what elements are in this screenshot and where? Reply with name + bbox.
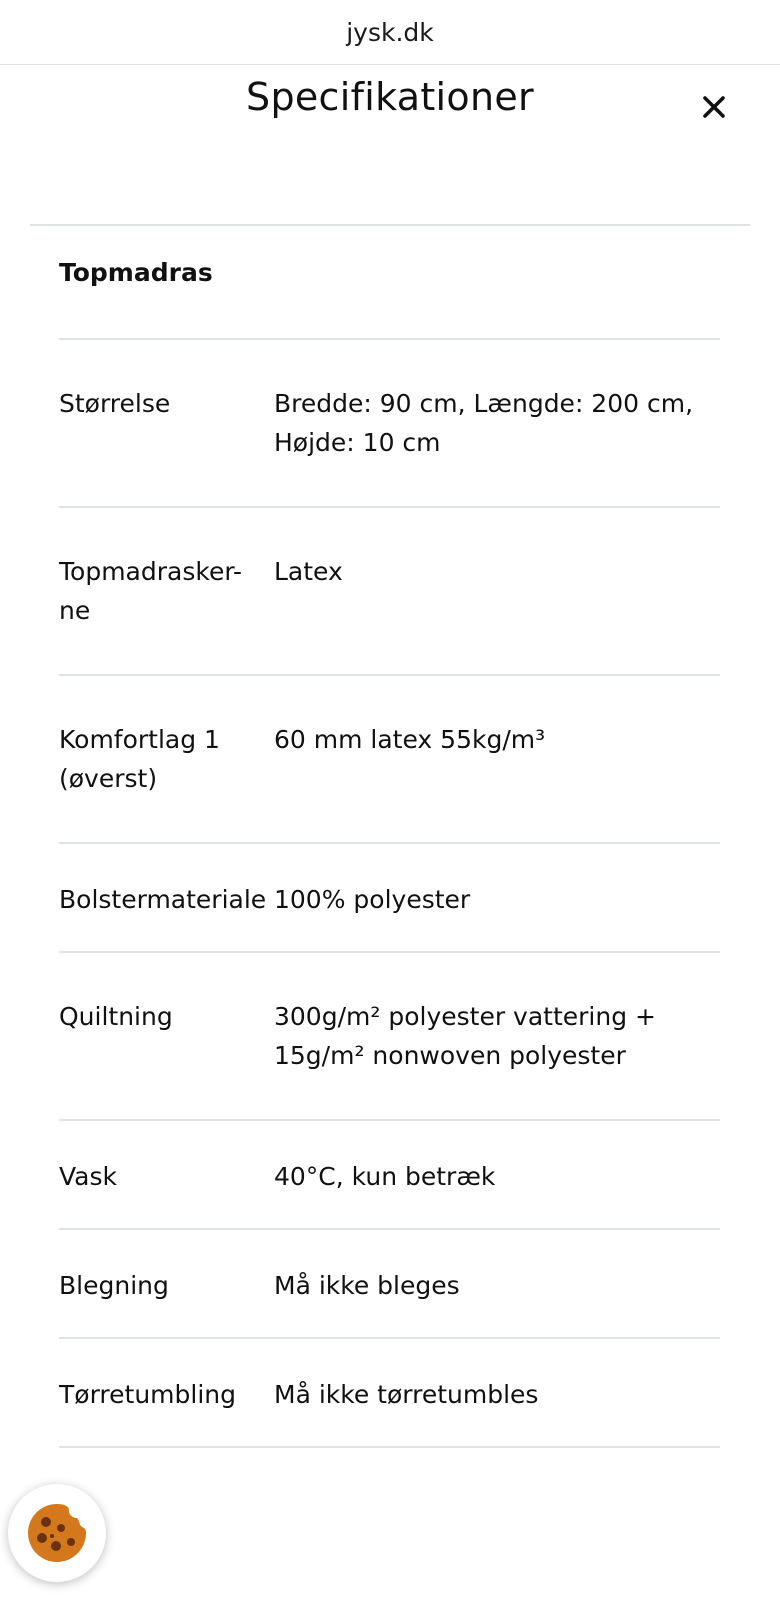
spec-value: 100% polyester bbox=[274, 885, 471, 914]
cookie-icon bbox=[24, 1500, 90, 1566]
spec-row-padding-material bbox=[59, 842, 720, 951]
spec-row-core bbox=[59, 506, 720, 674]
spec-value: Bredde: 90 cm, Længde: 200 cm, Højde: 10 cm bbox=[274, 389, 694, 457]
spec-value: Må ikke bleges bbox=[274, 1271, 460, 1300]
spec-value: 60 mm latex 55kg/m³ bbox=[274, 725, 546, 754]
spec-value: 300g/m² polyester vattering + 15g/m² nonwoven polyester bbox=[274, 1002, 656, 1070]
spec-label: Størrelse bbox=[59, 389, 171, 418]
spec-value: Må ikke tørretumbles bbox=[274, 1380, 539, 1409]
spec-label: Quiltning bbox=[59, 1002, 173, 1031]
spec-value: Latex bbox=[274, 557, 343, 586]
spec-value: 40°C, kun betræk bbox=[274, 1162, 496, 1191]
cookie-settings-button[interactable] bbox=[8, 1484, 106, 1582]
spec-label: Blegning bbox=[59, 1271, 169, 1300]
header-divider bbox=[30, 224, 750, 226]
spec-row-wash bbox=[59, 1119, 720, 1228]
spec-row-size bbox=[59, 338, 720, 506]
spec-table bbox=[59, 338, 720, 1448]
spec-row-tumble-dry bbox=[59, 1337, 720, 1448]
close-icon bbox=[694, 87, 734, 127]
spec-label: Tørretumbling bbox=[59, 1380, 236, 1409]
spec-row-comfort-layer bbox=[59, 674, 720, 842]
spec-label: Bolstermateriale bbox=[59, 885, 267, 914]
spec-label: Komfortlag 1 (øverst) bbox=[59, 725, 220, 793]
close-button[interactable] bbox=[694, 87, 734, 127]
address-bar[interactable] bbox=[0, 0, 780, 65]
spec-row-quilting bbox=[59, 951, 720, 1119]
section-title: Topmadras bbox=[59, 258, 213, 287]
spec-row-bleach bbox=[59, 1228, 720, 1337]
spec-label: Vask bbox=[59, 1162, 117, 1191]
page-title: Specifikationer bbox=[246, 75, 534, 119]
url-text: jysk.dk bbox=[346, 17, 434, 47]
spec-label: Topmadrasker- ne bbox=[59, 557, 243, 625]
